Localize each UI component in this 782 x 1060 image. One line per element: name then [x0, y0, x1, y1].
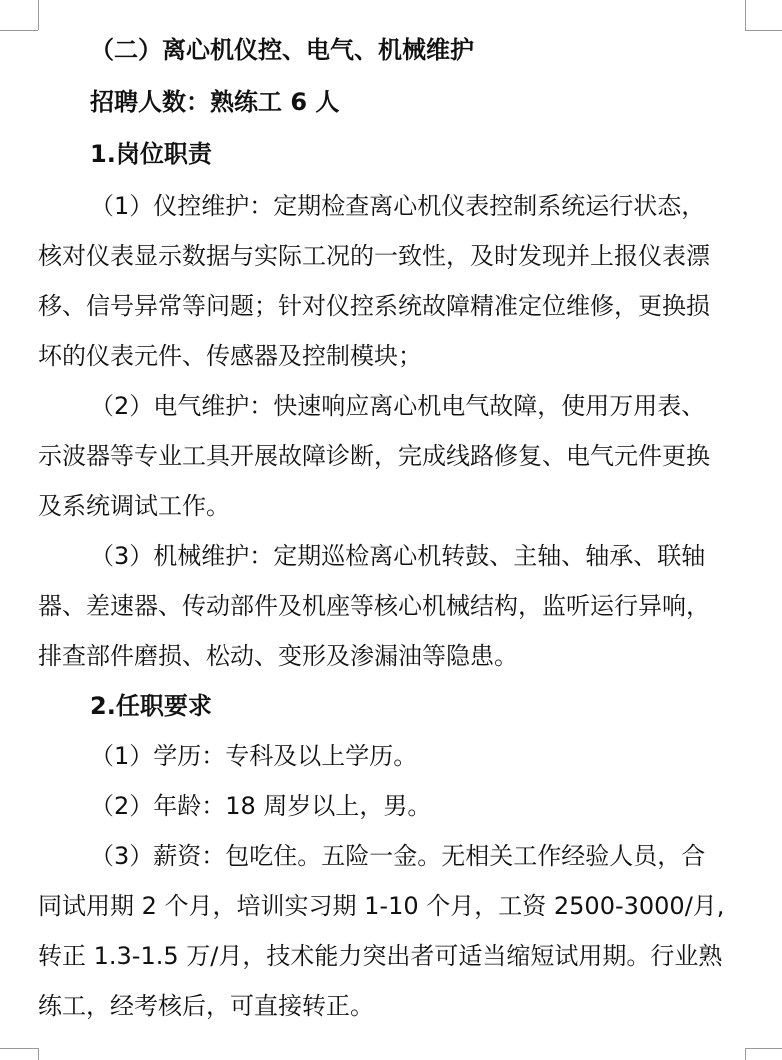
paragraph-line: 排查部件磨损、松动、变形及渗漏油等隐患。	[38, 642, 518, 670]
paragraph-line: 坏的仪表元件、传感器及控制模块；	[38, 342, 422, 370]
paragraph-line: （2）电气维护：快速响应离心机电气故障，使用万用表、	[90, 392, 706, 420]
paragraph-line: （3）薪资：包吃住。五险一金。无相关工作经验人员，合	[90, 842, 706, 870]
requirement-age: （2）年龄：18 周岁以上，男。	[90, 792, 432, 820]
section-title: （二）离心机仪控、电气、机械维护	[90, 36, 474, 64]
paragraph-line: 练工，经考核后，可直接转正。	[38, 992, 374, 1020]
crop-mark-top-right-horizontal	[745, 30, 782, 31]
paragraph-line: （1）仪控维护：定期检查离心机仪表控制系统运行状态，	[90, 192, 706, 220]
paragraph-line: 核对仪表显示数据与实际工况的一致性，及时发现并上报仪表漂	[38, 242, 710, 270]
headcount: 招聘人数：熟练工 6 人	[90, 88, 340, 116]
requirements-heading: 2.任职要求	[90, 692, 212, 720]
crop-mark-top-left-horizontal	[0, 30, 38, 31]
crop-mark-bottom-right-vertical	[745, 1048, 746, 1060]
crop-mark-bottom-right-horizontal	[745, 1048, 782, 1049]
paragraph-line: 转正 1.3-1.5 万/月，技术能力突出者可适当缩短试用期。行业熟	[38, 942, 723, 970]
paragraph-line: （3）机械维护：定期巡检离心机转鼓、主轴、轴承、联轴	[90, 542, 706, 570]
requirement-education: （1）学历：专科及以上学历。	[90, 742, 418, 770]
crop-mark-top-right-vertical	[745, 0, 746, 30]
crop-mark-bottom-left-horizontal	[0, 1048, 38, 1049]
duties-heading: 1.岗位职责	[90, 140, 212, 168]
paragraph-line: 器、差速器、传动部件及机座等核心机械结构，监听运行异响，	[38, 592, 710, 620]
crop-mark-bottom-left-vertical	[38, 1048, 39, 1060]
crop-mark-top-left-vertical	[38, 0, 39, 30]
paragraph-line: 同试用期 2 个月，培训实习期 1-10 个月，工资 2500-3000/月,	[38, 892, 725, 920]
paragraph-line: 及系统调试工作。	[38, 492, 230, 520]
paragraph-line: 移、信号异常等问题；针对仪控系统故障精准定位维修，更换损	[38, 292, 710, 320]
paragraph-line: 示波器等专业工具开展故障诊断，完成线路修复、电气元件更换	[38, 442, 710, 470]
